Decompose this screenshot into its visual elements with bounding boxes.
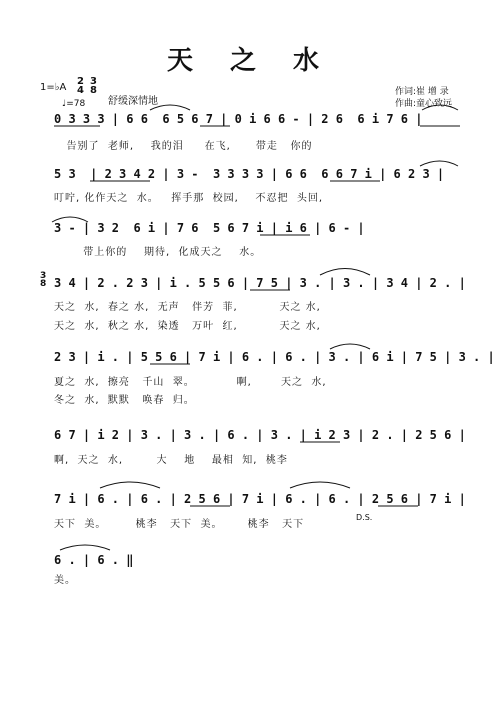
lyric-line-3: 带上你的 期待, 化成天之 水。: [54, 247, 262, 258]
time-signature-3-8: 3 8: [90, 76, 97, 96]
song-title: 天 之 水: [166, 46, 334, 76]
notation-line-7: 7 i | 6 . | 6 . | 2 5 6 | 7 i | 6 . | 6 . | 2 5 6 | 7 i |: [54, 492, 466, 506]
notation-line-3: 3 - | 3 2 6 i | 7 6 5 6 7 i | i 6 | 6 - |: [54, 221, 365, 235]
notation-line-8: 6 . | 6 . ‖: [54, 553, 134, 567]
lyricist-credit: 作词:崔 增 录: [395, 87, 449, 97]
composer-credit: 作曲:童心致远: [395, 99, 453, 109]
lyric-line-4a: 天之 水, 春之 水, 无声 伴芳 菲, 天之 水,: [54, 302, 321, 313]
lyric-line-5b: 冬之 水, 默默 唤春 归。: [54, 395, 195, 406]
notation-line-1: 0 3 3 3 | 6 6 6 5 6 7 | 0 i 6 6 - | 2 6 6 i 7 6 |: [54, 112, 423, 126]
notation-line-4: 3 4 | 2 . 2 3 | i . 5 5 6 | 7 5 | 3 . | 3 . | 3 4 | 2 . |: [54, 276, 466, 290]
notation-line-6: 6 7 | i 2 | 3 . | 3 . | 6 . | 3 . | i 2 3 | 2 . | 2 5 6 |: [54, 428, 466, 442]
lyric-line-2: 叮咛, 化作天之 水。 挥手那 校园, 不忍把 头回,: [54, 193, 324, 204]
lyric-line-5a: 夏之 水, 擦亮 千山 翠。 啊, 天之 水,: [54, 377, 327, 388]
expression-marking: 舒缓深情地: [108, 96, 158, 107]
lyric-line-8: 美。: [54, 575, 76, 586]
time-signature-2-4: 2 4: [77, 76, 84, 96]
time-change-3-8: 3 8: [40, 271, 47, 289]
lyric-line-6: 啊, 天之 水, 大 地 最相 知, 桃李: [54, 455, 288, 466]
lyric-line-1: 告别了 老师, 我的泪 在飞, 带走 你的: [54, 141, 313, 152]
lyric-line-4b: 天之 水, 秋之 水, 染透 万叶 红, 天之 水,: [54, 321, 321, 332]
tempo-marking: ♩=78: [62, 99, 86, 109]
notation-line-2: 5 3 | 2 3 4 2 | 3 - 3 3 3 3 | 6 6 6 6 7 i | 6 2 3 |: [54, 167, 445, 181]
notation-line-5: 2 3 | i . | 5 5 6 | 7 i | 6 . | 6 . | 3 . | 6 i | 7 5 | 3 . |: [54, 350, 495, 364]
key-signature: 1=♭A: [40, 82, 67, 93]
dal-segno-mark: D.S.: [356, 513, 373, 522]
lyric-line-7: 天下 美。 桃李 天下 美。 桃李 天下: [54, 519, 305, 530]
